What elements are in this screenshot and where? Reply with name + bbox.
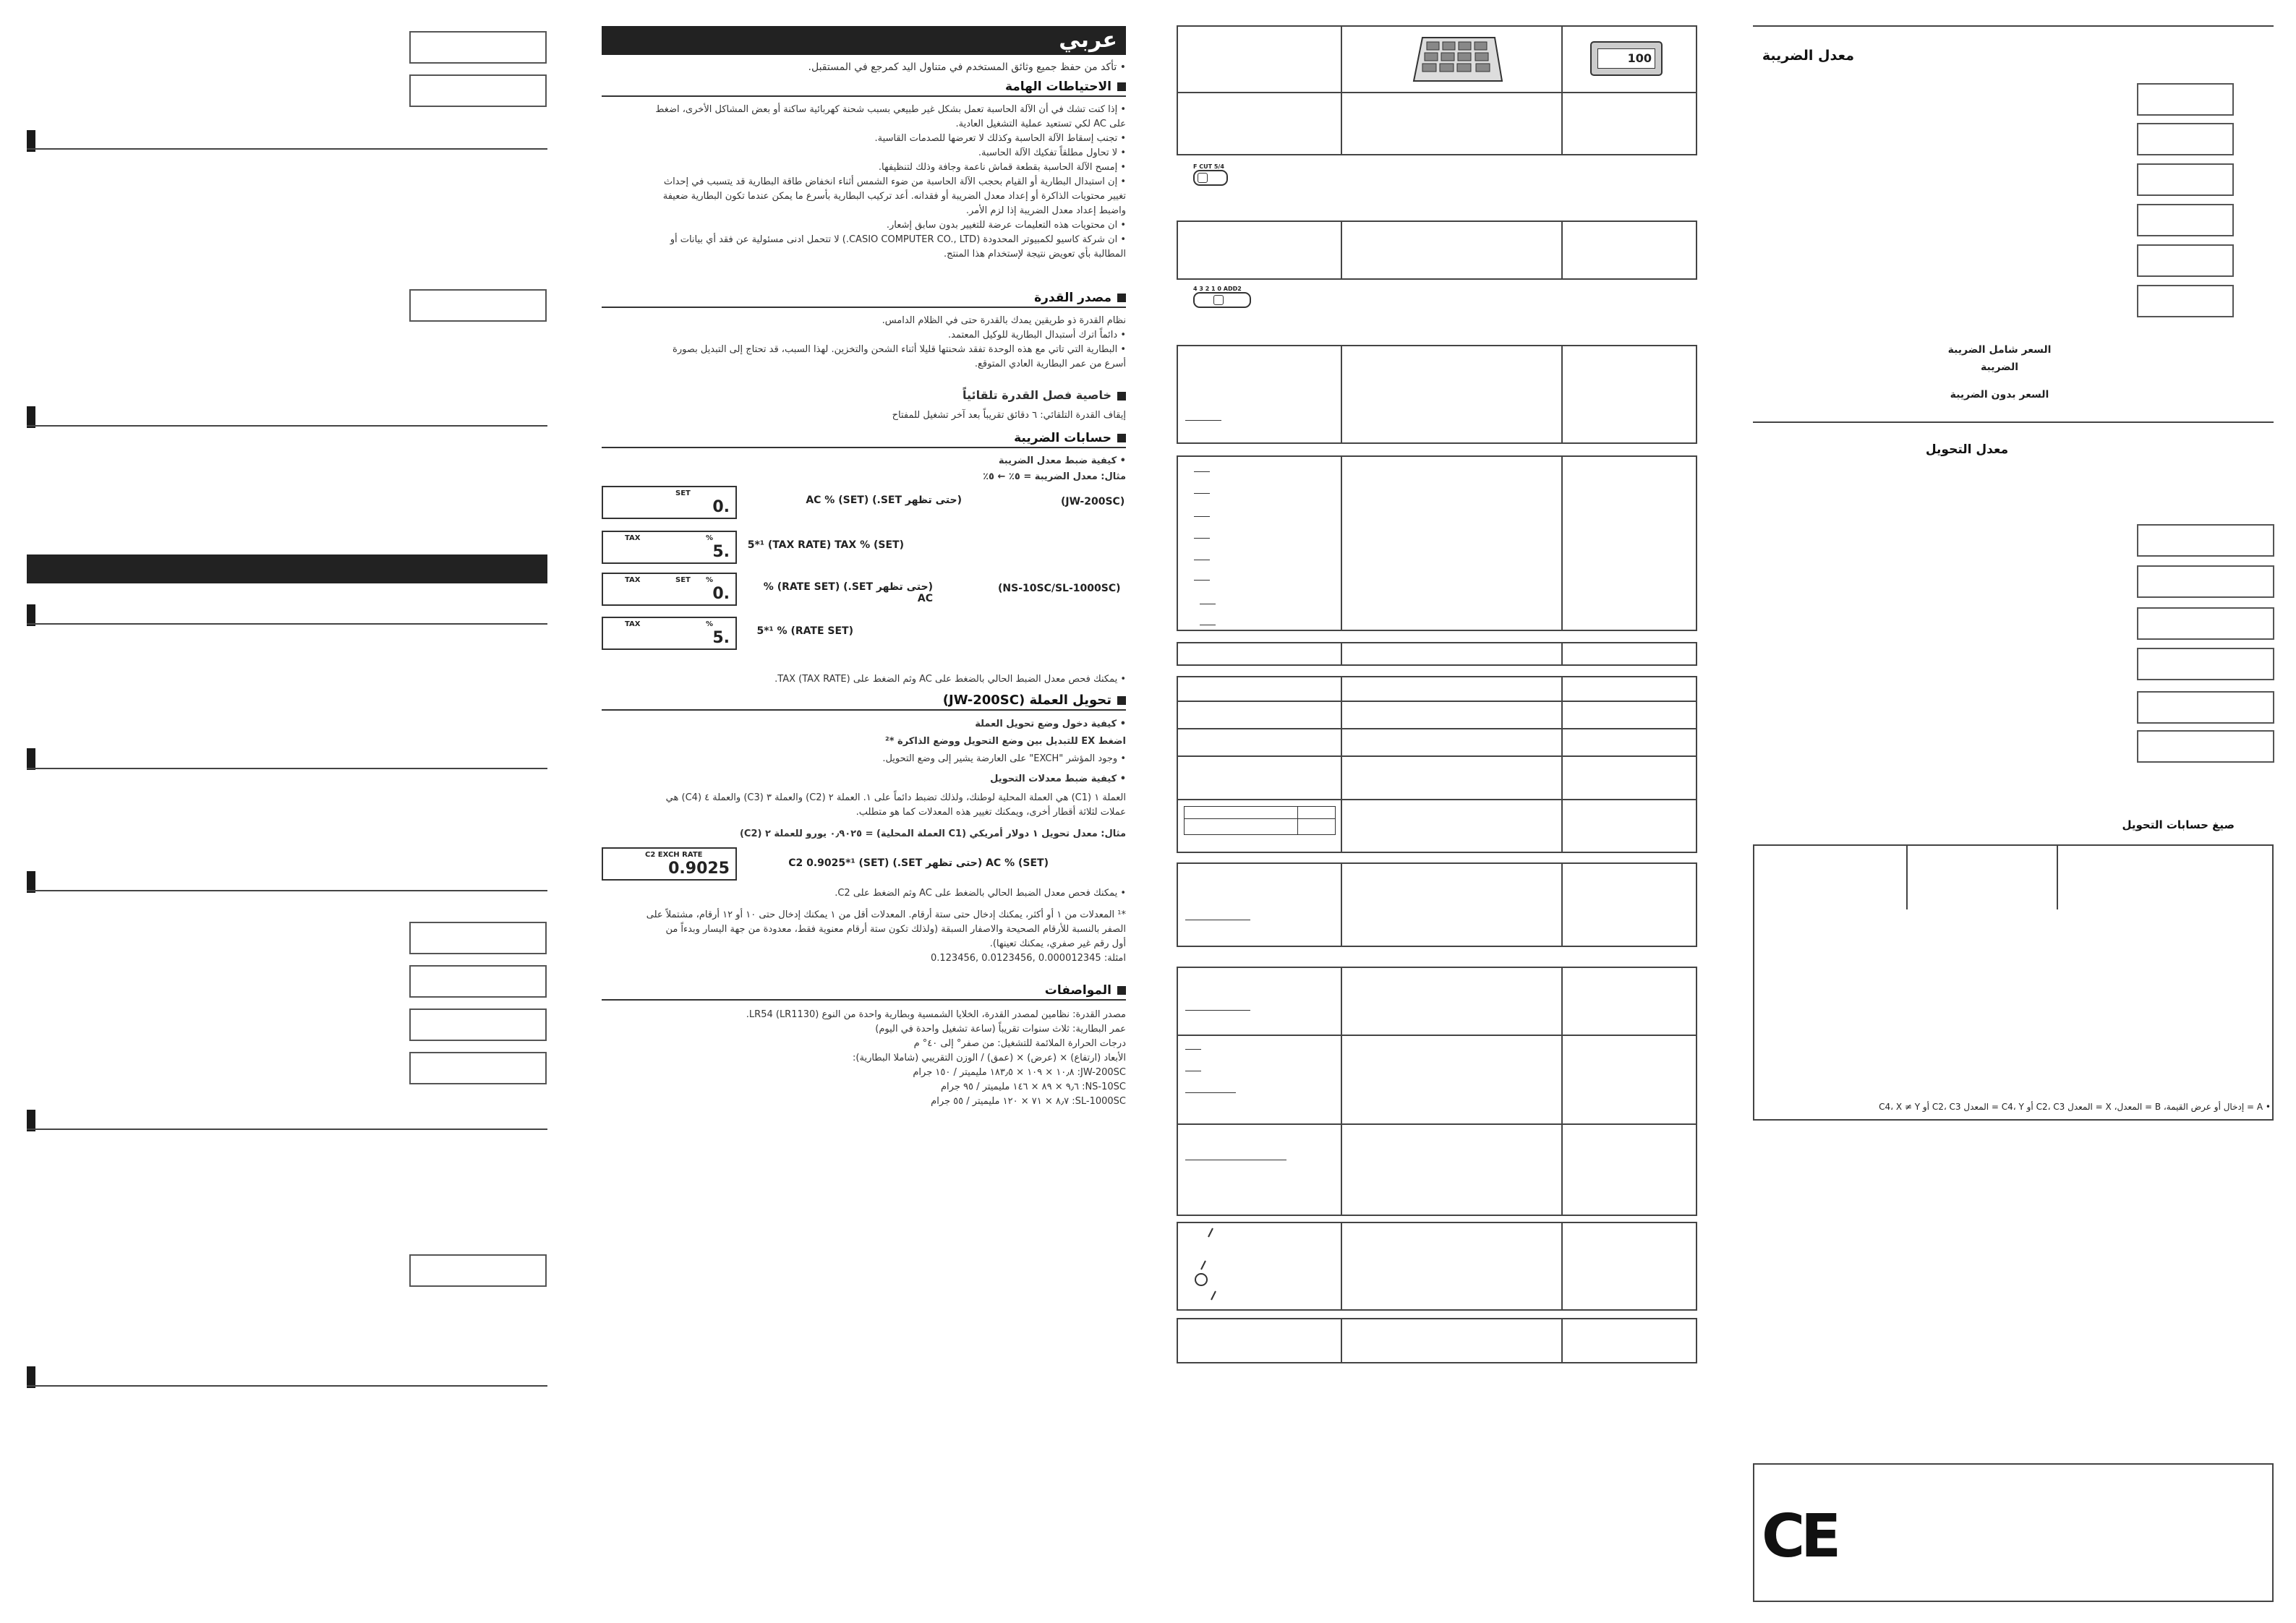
section-band [27,554,547,583]
square-bullet-icon [1117,392,1126,401]
lcd-indicator: TAX [625,534,641,542]
section-heading-autooff [602,387,1126,403]
table-divider [1341,222,1342,278]
section-rule [27,623,547,625]
underline [1185,420,1221,421]
spec-line: NS-10SC: ٩٫٦ × ٨٩ × ١٤٦ مليميتر / ٩٥ جرام [940,1082,1126,1092]
precaution-line: • إن استبدال البطارية أو القيام بحجب الآلة الحاسبة من ضوء الشمس أثناء انخفاض طاقة البطارية قد يتسبب في إحداث [663,176,1126,187]
section-heading-power [602,291,1126,308]
lcd-display-1 [602,486,737,519]
spec-line: عمر البطارية: ثلاث سنوات تقريباً (ساعة تشغيل واحدة في اليوم) [875,1024,1126,1035]
blank-box-c4-8 [2137,565,2274,598]
underline [1194,493,1210,494]
footnote-line: أول رقم غير صفري، يمكنك تعينها). [989,938,1126,949]
blank-box-c4-1 [2137,83,2234,116]
switch-body [1193,170,1228,186]
lcd-indicator: % [706,534,714,542]
currency-mode-line: اضغط EX للتبديل بين وضع التحويل ووضع الذاكرة *² [885,736,1126,747]
section-marker [27,748,35,770]
blank-box-c4-6 [2137,285,2234,317]
underline [1194,580,1210,581]
precaution-line: • إذا كنت تشك في أن الآلة الحاسبة تعمل بشكل غير طبيعي بسبب شحنة كهربائية ساكنة أو بعض المشاكل الأخرى، اضغط [655,104,1126,115]
precaution-line: واضبط إعداد معدل الضريبة إذا لزم الأمر. [965,205,1126,216]
illustration-table-4 [1177,455,1697,631]
spec-line: الأبعاد (ارتفاع) × (عرض) × (عمق) / الوزن التقريبي (شاملا البطارية): [853,1053,1126,1063]
table-divider [1561,864,1563,946]
switch-body [1193,292,1251,308]
precaution-line: تغيير محتويات الذاكرة أو إعداد معدل الضريبة أو فقدانه. أعد تركيب البطارية بأسرع ما يمكن عندما تكون البطارية ضعيفة [662,191,1126,202]
table-divider [1341,1319,1342,1362]
table-divider [1178,1035,1696,1036]
lcd-indicator: SET [675,576,691,584]
table-divider [1341,457,1342,630]
precaution-line: • ان محتويات هذه التعليمات عرضة للتغيير بدون سابق إشعار. [886,220,1126,231]
switch-labels: 4 3 2 1 0 ADD2 [1193,286,1242,292]
blank-box-8 [409,1254,547,1287]
section-heading-specs [602,983,1126,1001]
precautions-text [602,103,1126,262]
currency-rates-line: العملة ١ (C1) هي العملة المحلية لوطنك، ولذلك تضبط دائماً على ١. العملة ٢ (C2) والعملة ٣ (C3) والعملة ٤ (C4) هي [665,792,1126,803]
currency-note: • يمكنك فحص معدل الضبط الحالي بالضغط على AC وثم الضغط على C2. [835,888,1126,899]
blank-box-c4-4 [2137,204,2234,236]
illustration-table-5 [1177,642,1697,666]
table-divider [1561,1319,1563,1362]
currency-mode-heading: • كيفية دخول وضع تحويل العملة [975,719,1126,729]
currency-mode-line-2: • وجود المؤشر "EXCH" على العارضة يشير إلى وضع التحويل. [882,753,1126,764]
switch-labels: F CUT 5/4 [1193,163,1224,170]
table-divider [1341,27,1342,154]
illustration-table-1 [1177,25,1697,155]
table-divider [1561,677,1563,852]
lcd-display-4 [602,617,737,650]
conversion-formulas-title: صيغ حسابات التحويل [2122,818,2235,831]
tax-note: • يمكنك فحص معدل الضبط الحالي بالضغط على AC وثم الضغط على TAX (TAX RATE). [774,674,1126,685]
spec-line: مصدر القدرة: نظامين لمصدر القدرة، الخلايا الشمسية وبطارية واحدة من النوع LR54 (LR1130). [746,1009,1126,1020]
label-price-including-tax: السعر شامل الضريبة [1947,344,2052,356]
section-heading-text: خاصية فصل القدرة تلقائياً [963,388,1111,402]
illustration-table-9 [1177,1222,1697,1311]
section-rule [27,148,547,150]
footnote-line: امثلة: 0.000012345 ,0.0123456 ,0.123456 [930,953,1126,964]
blank-box-5 [409,965,547,998]
table-divider [1178,728,1696,729]
power-line: • دائماً اترك أستبدال البطارية للوكيل المعتمد. [948,330,1126,341]
lcd-value: 5. [712,543,730,561]
display-screen [1597,48,1655,69]
square-bullet-icon [1117,294,1126,302]
table-divider [1341,677,1342,852]
section-heading-currency [602,693,1126,711]
display-value: 100 [1627,51,1652,65]
underline [1194,471,1210,472]
illustration-table-2 [1177,220,1697,280]
tax-example: مثال: معدل الضريبة = ٥٪ ← ٥٪ [983,471,1126,482]
table-divider [1178,755,1696,757]
lcd-display-5 [602,847,737,881]
precaution-line: على AC لكي تستعيد عملية التشغيل العادية. [955,119,1126,129]
blank-box-7 [409,1052,547,1084]
lcd-indicator: TAX [625,576,641,584]
language-header: عربي [602,26,1126,55]
power-line: نظام القدرة ذو طريقين يمدك بالقدرة حتى في الظلام الدامس. [882,315,1126,326]
precaution-line: • لا تحاول مطلقاً تفكيك الآلة الحاسبة. [978,147,1126,158]
formula-footnote: • A = إدخال أو عرض القيمة، B = المعدل، X = المعدل C2، C3 أو C4، Y = المعدل C2، C3 أو C4، X ≠ Y [1879,1102,2271,1112]
label-tax: الضريبة [1980,361,2019,373]
table-divider [1341,1223,1342,1309]
lcd-value: 5. [712,629,730,647]
table-divider [1561,222,1563,278]
table-divider [1178,701,1696,702]
tax-howto: • كيفية ضبط معدل الضريبة [998,455,1126,466]
blank-box-4 [409,922,547,954]
underline [1185,1092,1236,1093]
section-heading-precautions [602,80,1126,97]
section-heading-text: حسابات الضريبة [1014,431,1111,445]
currency-rates-text [602,791,1126,820]
power-line: • البطارية التي تاتي مع هذه الوحدة تفقد شحنتها قليلا أثناء الشحن والتخزين. لهذا السبب، قد تحتاج إلى التبديل بصورة [673,344,1126,355]
lcd-indicator: % [706,620,714,628]
table-divider [1561,643,1563,664]
blank-box-c4-5 [2137,244,2234,277]
precaution-line: المطالبة بأي تعويض نتيجة لإستخدام هذا المنتج. [944,249,1126,260]
slash-marks-icon [1185,1225,1229,1311]
table-divider [1561,457,1563,630]
lcd-value: 0.9025 [668,860,730,878]
lcd-display-3 [602,573,737,606]
table-divider [1341,864,1342,946]
model-label-2: (NS-10SC/SL-1000SC) [998,583,1121,594]
spec-line: JW-200SC: ١٠٫٨ × ١٠٩ × ١٨٣٫٥ مليميتر / ١٥٠ جرام [913,1067,1126,1078]
blank-box-3 [409,289,547,322]
key-sequence-5: (SET) % AC (حتى تظهر SET.) C2 0.9025*¹ (SET) [788,857,1049,869]
section-heading-text: مصدر القدرة [1034,291,1111,305]
table-divider [1341,968,1342,1215]
underline [1185,1049,1201,1050]
key-sequence-1: (حتى تظهر SET.) (SET) % AC [806,494,962,506]
model-label-1: (JW-200SC) [1061,496,1125,508]
footnote-line: *¹ المعدلات من ١ أو أكثر، يمكنك إدخال حتى ستة أرقام. المعدلات أقل من ١ يمكنك إدخال حتى ١٠ أو ١٢ أرقام، مشتملاً على [646,909,1126,920]
section-heading-text: الاحتياطات الهامة [1004,80,1111,94]
section-rule [27,1129,547,1130]
square-bullet-icon [1117,434,1126,442]
table-divider [1178,92,1696,93]
section-heading-text: تحويل العملة (JW-200SC) [942,693,1111,708]
blank-box-c4-12 [2137,730,2274,763]
spec-line: SL-1000SC: ٨٫٧ × ٧١ × ١٢٠ مليميتر / ٥٥ جرام [931,1096,1126,1107]
section-rule [27,1385,547,1387]
lcd-indicator: TAX [625,620,641,628]
specs-text [602,1008,1126,1109]
power-text [602,314,1126,372]
square-bullet-icon [1117,82,1126,91]
section-heading-text: المواصفات [1044,983,1111,998]
table-divider [1561,1223,1563,1309]
table-divider [1178,799,1696,800]
underline [1194,538,1210,539]
lcd-indicator: % [706,576,714,584]
illustration-table-7 [1177,862,1697,947]
spec-line: درجات الحرارة الملائمة للتشغيل: من صفر° إلى ٤٠° م [913,1038,1126,1049]
section-rule [1753,421,2274,423]
table-divider [1341,643,1342,664]
key-sequence-4: (RATE SET) % 5*¹ [756,625,853,637]
section-rule [27,768,547,769]
power-line: أسرع من عمر البطارية العادي المتوقع. [974,359,1126,369]
display-icon [1590,41,1663,76]
formula-table [1753,844,2274,1121]
underline [1194,516,1210,517]
illustration-table-3 [1177,345,1697,444]
section-rule [27,425,547,427]
illustration-table-8 [1177,967,1697,1216]
lcd-indicator: SET [675,489,691,497]
blank-box-c4-9 [2137,607,2274,640]
footnote-line: الصفر بالنسبة للأرقام الصحيحة والاصفار السبقة (ولذلك تكون ستة أرقام معنوية فقط، معدودة من جهة اليسار وبدءاً من [665,924,1126,935]
blank-box-6 [409,1009,547,1041]
lcd-indicator: C2 EXCH RATE [645,851,703,859]
blank-box-c4-2 [2137,123,2234,155]
label-price-without-tax: السعر بدون الضريبة [1950,389,2049,401]
blank-box-c4-7 [2137,524,2274,557]
ce-mark-icon: CE [1762,1502,1838,1571]
precaution-line: • ان شركة كاسيو لكمبيوتر المحدودة (CASIO COMPUTER CO., LTD.) لا تتحمل ادنى مسئولية عن فقد أي بيانات أو [670,234,1126,245]
precaution-line: • تجنب إسقاط الآلة الحاسبة وكذلك لا تعرضها للصدمات القاسية. [874,133,1126,144]
blank-box-c4-10 [2137,648,2274,680]
tax-rate-title: معدل الضريبة [1762,48,1854,64]
blank-box-c4-3 [2137,163,2234,196]
lcd-display-2 [602,531,737,564]
key-sequence-3: (حتى تظهر SET.) (RATE SET) % AC [763,581,933,604]
section-rule [27,890,547,891]
illustration-table-10 [1177,1318,1697,1363]
key-sequence-2: (SET) % 5*¹ (TAX RATE) TAX [747,539,904,551]
lcd-value: 0. [712,498,730,516]
square-bullet-icon [1117,696,1126,705]
square-bullet-icon [1117,986,1126,995]
intro-text: • تأكد من حفظ جميع وثائق المستخدم في متناول اليد كمرجع في المستقبل. [808,61,1126,73]
table-divider [1341,346,1342,442]
currency-rates-heading: • كيفية ضبط معدلات التحويل [990,774,1126,784]
footnotes [602,908,1126,966]
currency-rates-line: عملات لثلاثة أقطار أخرى، ويمكنك تغيير هذه المعدلات كما هو متطلب. [855,807,1126,818]
decimal-switch-icon [1193,286,1251,308]
conversion-rate-title: معدل التحويل [1925,442,2009,457]
keypad-icon [1409,34,1503,85]
rounding-switch-icon [1193,163,1228,186]
underline [1185,1010,1250,1011]
table-divider [1561,27,1563,154]
autooff-text: إيقاف القدرة التلقائي: ٦ دقائق تقريباً بعد آخر تشغيل للمفتاح [892,410,1126,421]
illustration-table-6 [1177,676,1697,853]
section-heading-tax [602,431,1126,448]
table-divider [1178,1123,1696,1125]
blank-box-c4-11 [2137,691,2274,724]
blank-box-2 [409,74,547,107]
blank-box-1 [409,31,547,64]
top-rule [1753,25,2274,27]
precaution-line: • إمسح الآلة الحاسبة بقطعة قماش ناعمة وجافة وذلك لتنظيفها. [878,162,1126,173]
lcd-value: 0. [712,585,730,603]
table-divider [1561,346,1563,442]
currency-example: مثال: معدل تحويل ١ دولار أمريكي (C1 العملة المحلية) = ٠٫٩٠٢٥ يورو للعملة ٢ (C2) [739,828,1126,839]
mini-table [1184,806,1336,835]
table-divider [1561,968,1563,1215]
